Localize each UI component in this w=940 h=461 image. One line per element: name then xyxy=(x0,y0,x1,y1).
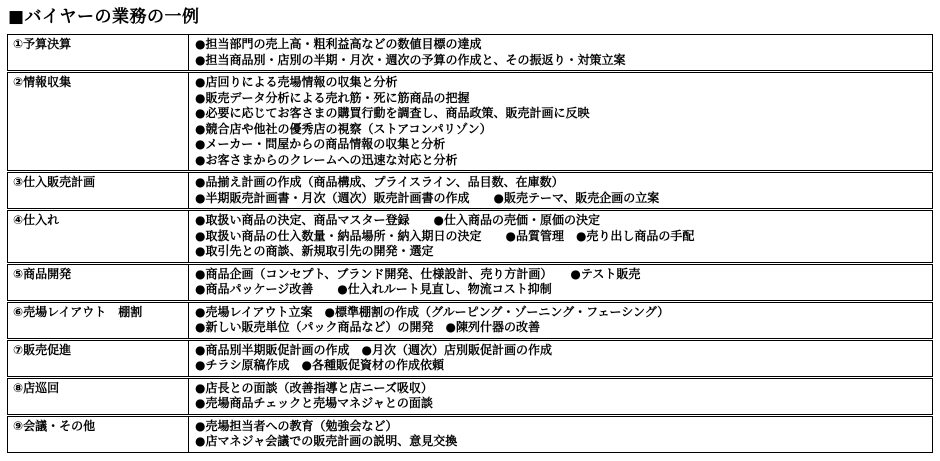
duty-task-line: ●商品パッケージ改善 ●仕入れルート見直し、物流コスト抑制 xyxy=(195,282,552,296)
duty-task-list xyxy=(189,172,933,210)
duty-task-line: ●担当部門の売上高・粗利益高などの数値目標の達成 xyxy=(195,37,482,51)
duty-task-line: ●お客さまからのクレームへの迅速な対応と分析 xyxy=(195,152,458,167)
duty-row xyxy=(8,210,933,264)
page-title: ■バイヤーの業務の一例 xyxy=(8,7,200,27)
duty-task-line: ●商品別半期販促計画の作成 ●月次（週次）店別販促計画の作成 xyxy=(195,342,552,357)
duty-row xyxy=(8,35,933,72)
duty-task-line: ●競合店や他社の優秀店の視察（ストアコンパリゾン） xyxy=(195,121,492,136)
duty-task-line: ●担当商品別・店別の半期・月次・週次の予算の作成と、その振返り・対策立案 xyxy=(195,52,626,67)
duty-task-line: ●売場レイアウト立案 ●標準棚割の作成（グルーピング・ゾーニング・フェーシング） xyxy=(195,304,670,319)
duty-category: ④仕入れ xyxy=(8,210,189,264)
duty-category: ①予算決算 xyxy=(8,35,189,72)
buyer-duties-table xyxy=(7,34,933,453)
duty-task-line: ●店マネジャ会議での販売計画の説明、意見交換 xyxy=(195,434,458,448)
duty-row xyxy=(8,377,933,415)
duty-task-list xyxy=(189,339,933,377)
duty-task-line: ●売場担当者への教育（勉強会など） xyxy=(195,418,398,433)
duty-task-line: ●店長との面談（改善指導と店ニーズ吸収） xyxy=(195,380,433,395)
duty-category: ②情報収集 xyxy=(8,72,189,172)
duty-task-line: ●品揃え計画の作成（商品構成、プライスライン、品目数、在庫数） xyxy=(195,175,564,189)
duty-task-line: ●メーカー・問屋からの商品情報の収集と分析 xyxy=(195,137,446,151)
duty-task-list xyxy=(189,72,933,172)
duty-row xyxy=(8,339,933,377)
duty-task-list xyxy=(189,415,933,452)
duty-row xyxy=(8,72,933,172)
duties-table-body xyxy=(8,35,933,453)
duty-task-list xyxy=(189,263,933,301)
duty-task-line: ●必要に応じてお客さまの購買行動を調査し、商品政策、販売計画に反映 xyxy=(195,106,590,120)
duty-task-line: ●取扱い商品の決定、商品マスター登録 ●仕入商品の売価・原価の決定 xyxy=(195,213,600,227)
duty-task-list xyxy=(189,210,933,264)
duty-row xyxy=(8,172,933,210)
duty-task-line: ●店回りによる売場情報の収集と分析 xyxy=(195,75,398,89)
duty-task-line: ●チラシ原稿作成 ●各種販促資材の作成依頼 xyxy=(195,358,444,372)
duty-task-line: ●新しい販売単位（パック商品など）の開発 ●陳列什器の改善 xyxy=(195,320,540,334)
duty-row xyxy=(8,301,933,339)
duty-task-list xyxy=(189,377,933,415)
duty-category: ⑥売場レイアウト 棚割 xyxy=(8,301,189,339)
duty-category: ⑤商品開発 xyxy=(8,263,189,301)
duty-task-line: ●販売データ分析による売れ筋・死に筋商品の把握 xyxy=(195,90,470,105)
duty-category: ③仕入販売計画 xyxy=(8,172,189,210)
duty-task-line: ●取扱い商品の仕入数量・納品場所・納入期日の決定 ●品質管理 ●売り出し商品の手配 xyxy=(195,228,695,243)
duty-row xyxy=(8,415,933,452)
duty-task-line: ●売場商品チェックと売場マネジャとの面談 xyxy=(195,396,433,410)
duty-category: ⑦販売促進 xyxy=(8,339,189,377)
duty-task-line: ●半期販売計画書・月次（週次）販売計画書の作成 ●販売テーマ、販売企画の立案 xyxy=(195,190,660,205)
duty-task-list xyxy=(189,301,933,339)
duty-category: ⑧店巡回 xyxy=(8,377,189,415)
duty-task-line: ●取引先との商談、新規取引先の開発・選定 xyxy=(195,244,434,258)
duty-task-line: ●商品企画（コンセプト、ブランド開発、仕様設計、売り方計画） ●テスト販売 xyxy=(195,266,641,281)
duty-task-list xyxy=(189,35,933,72)
duty-row xyxy=(8,263,933,301)
duty-category: ⑨会議・その他 xyxy=(8,415,189,452)
